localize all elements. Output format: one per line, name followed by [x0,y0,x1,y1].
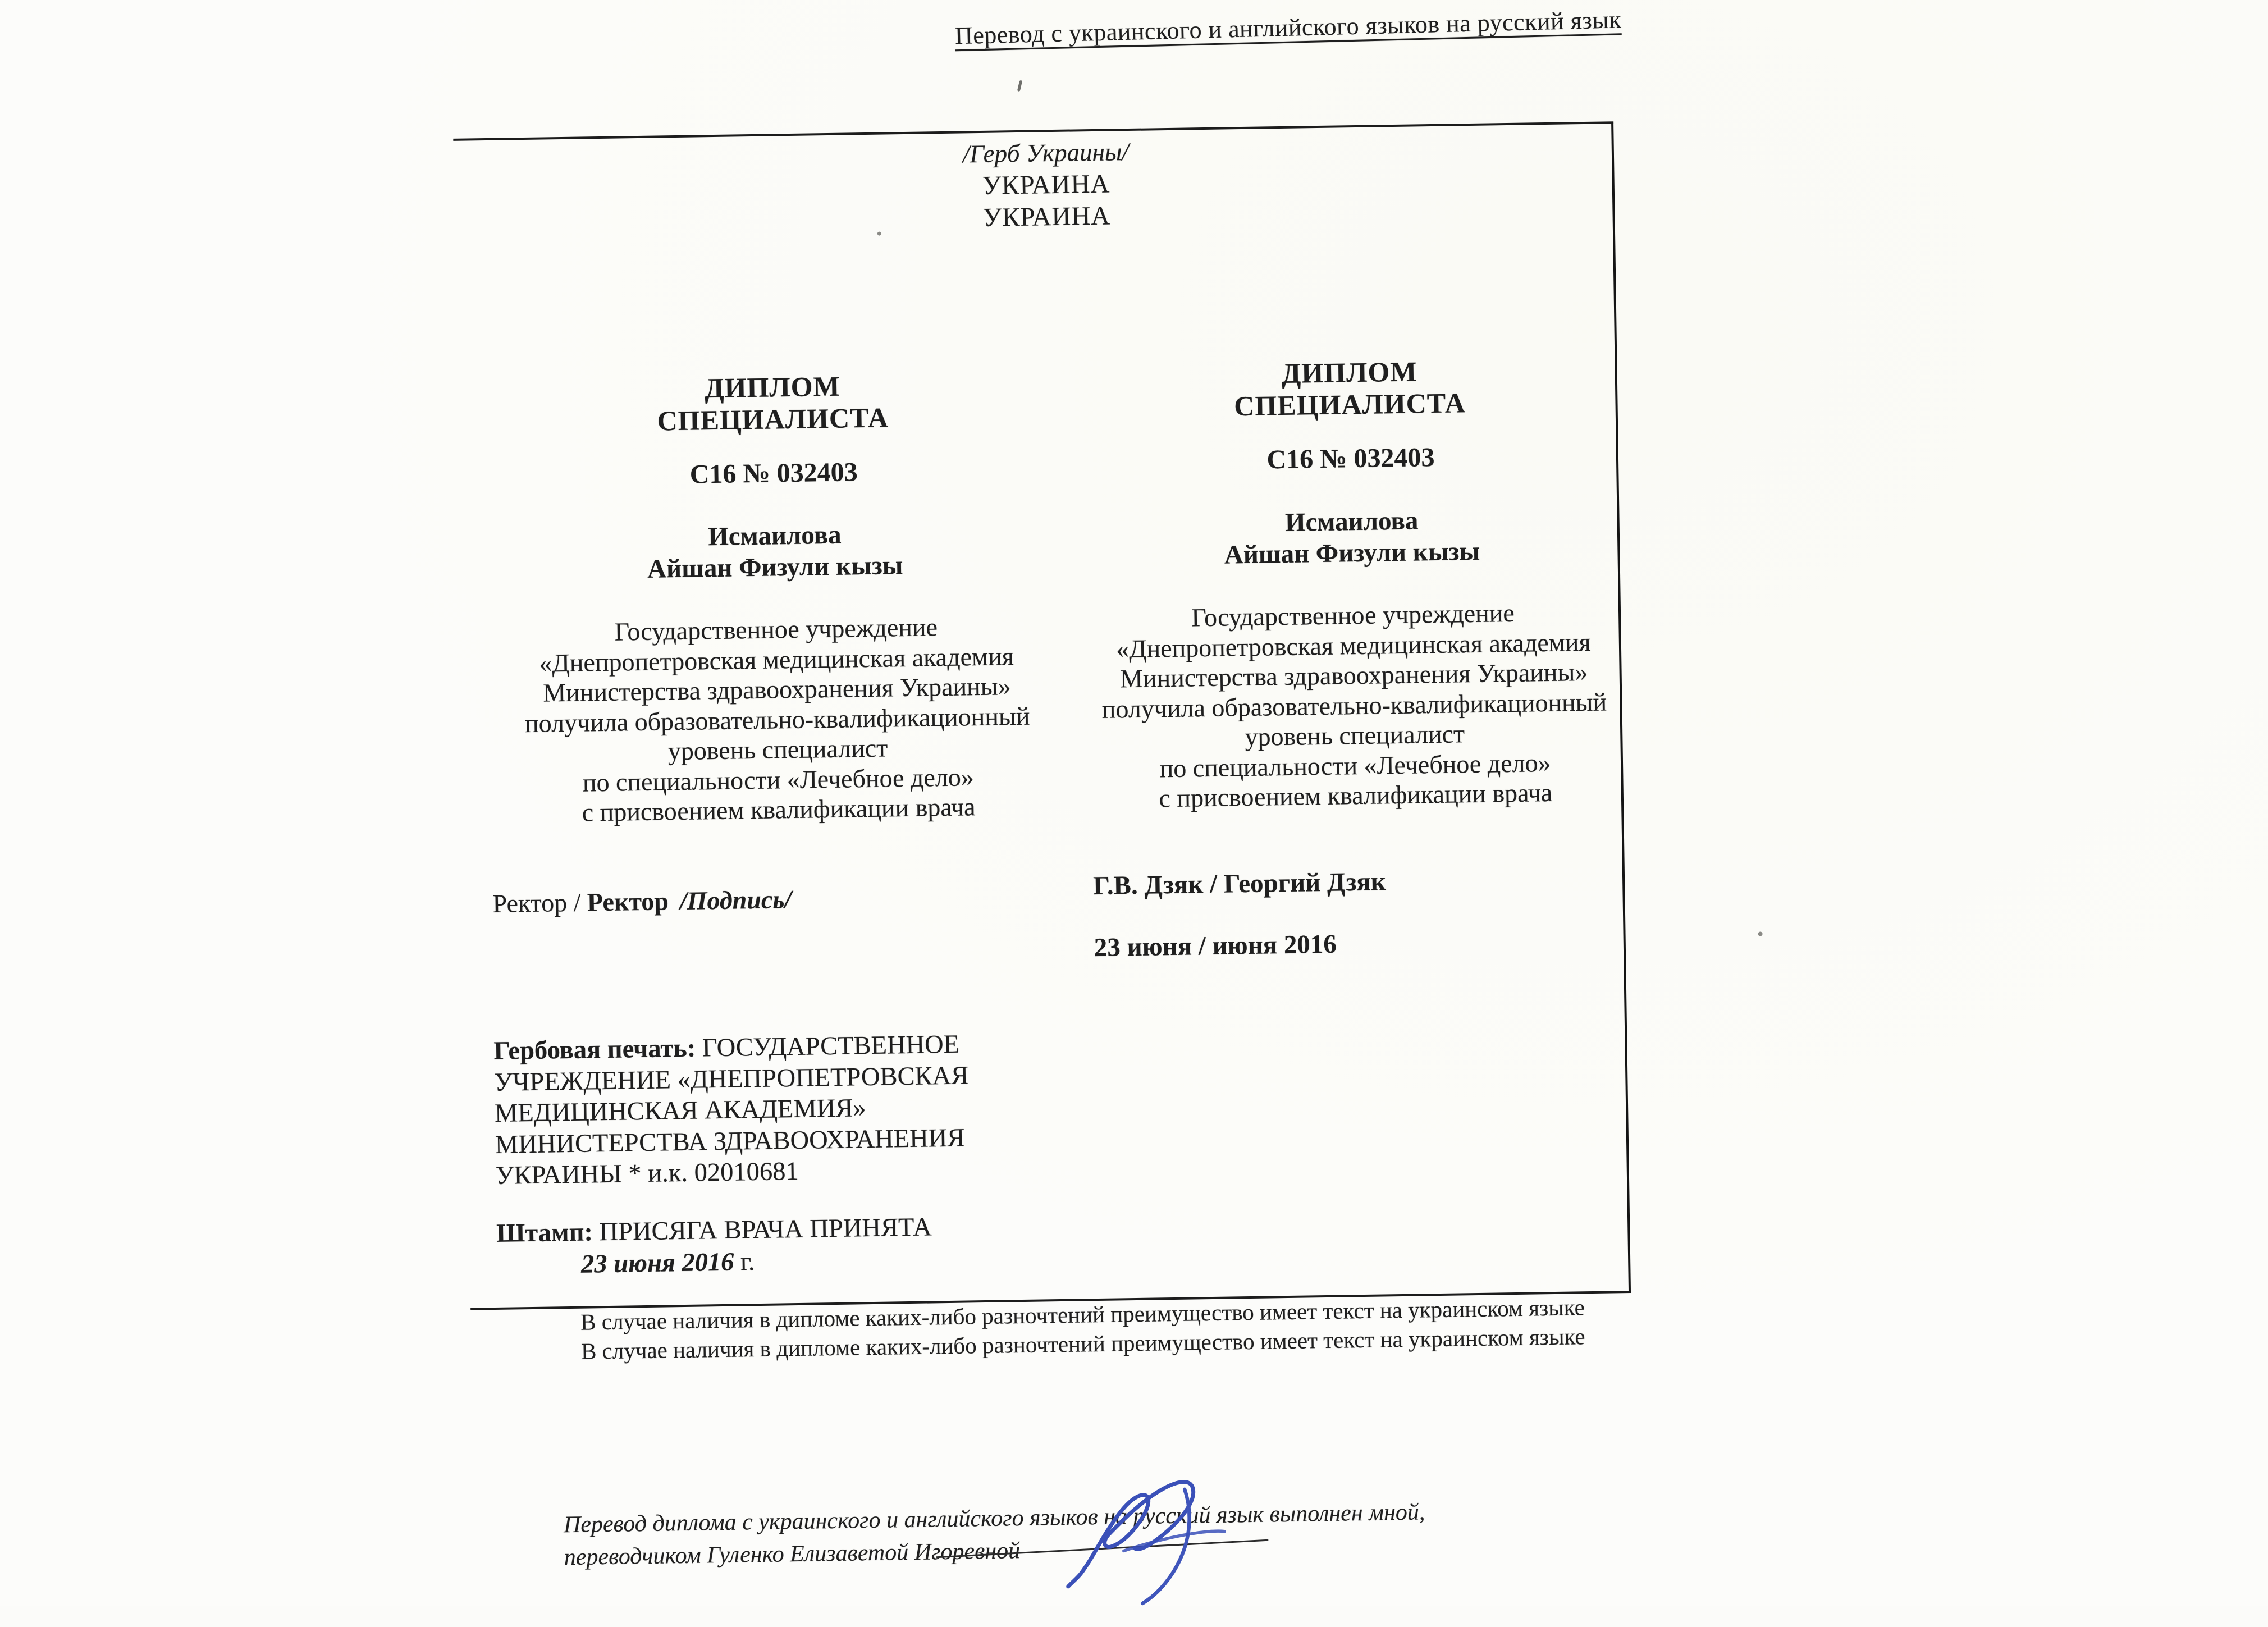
diploma-body-left [463,610,1091,829]
body-line: получила образовательно-квалификационный [524,701,1030,738]
holder-surname: Исмаилова [707,520,842,552]
holder-name-right [1039,501,1665,574]
seal-transcription [493,1027,1091,1191]
body-line: Государственное учреждение [1191,598,1515,632]
diploma-title-line2: СПЕЦИАЛИСТА [1233,387,1466,422]
body-line: по специальности «Лечебное дело» [582,762,975,797]
body-line: Министерства здравоохранения Украины» [1119,657,1588,693]
body-line: получила образовательно-квалификационный [1101,687,1607,724]
signer-name-line: Г.В. Дзяк / Георгий Дзяк [1092,867,1387,901]
body-line: по специальности «Лечебное дело» [1159,748,1551,783]
diploma-body-right [1040,596,1668,815]
rector-signature-line [492,884,792,918]
body-line: «Днепропетровская медицинская академия [1115,627,1591,663]
scan-speck [1017,80,1022,92]
scan-speck [1758,931,1763,936]
emblem-block [708,132,1383,238]
country-name-ru: УКРАИНА [982,201,1111,232]
translator-note [564,1496,1426,1574]
issue-date-line: 23 июня / июня 2016 [1094,929,1337,963]
body-line: с присвоением квалификации врача [582,792,976,827]
diploma-title-line2: СПЕЦИАЛИСТА [657,401,889,437]
holder-given-names: Айшан Физули кызы [1224,536,1480,570]
holder-surname: Исмаилова [1284,506,1419,537]
body-line: уровень специалист [1245,719,1465,752]
translator-signature-ink [1055,1465,1246,1611]
seal-line: МЕДИЦИНСКАЯ АКАДЕМИЯ» [494,1094,866,1128]
diploma-number-left: С16 № 032403 [689,457,858,490]
seal-text: ГОСУДАРСТВЕННОЕ [702,1030,960,1063]
country-name-uk: УКРАИНА [982,169,1110,200]
translator-note-line2: переводчиком Гуленко Елизаветой Игоревной [564,1538,1021,1571]
holder-name-left [462,515,1089,588]
diploma-title-line1: ДИПЛОМ [704,370,841,404]
stamp-date: 23 июня 2016 [580,1247,734,1279]
stamp-transcription [496,1209,1092,1282]
translation-header [920,4,1656,51]
diploma-title-left [460,367,1086,440]
body-line: с присвоением квалификации врача [1159,778,1553,813]
seal-line: МИНИСТЕРСТВА ЗДРАВООХРАНЕНИЯ [495,1123,965,1159]
diploma-title-right [1036,352,1663,426]
stamp-date-suffix: г. [740,1247,755,1277]
diploma-title-line1: ДИПЛОМ [1281,355,1418,390]
seal-line: УЧРЕЖДЕНИЕ «ДНЕПРОПЕТРОВСКАЯ [493,1061,969,1097]
body-line: «Днепропетровская медицинская академия [539,641,1014,678]
body-line: уровень специалист [667,733,888,766]
body-line: Министерства здравоохранения Украины» [542,671,1011,707]
holder-given-names: Айшан Физули кызы [647,551,903,584]
scan-speck [877,232,881,236]
emblem-note: /Герб Украины/ [962,138,1130,168]
translator-note-line1: Перевод диплома с украинского и английского языков на русский язык выполнен мной, [563,1499,1425,1538]
signature-placeholder-note: /Подпись/ [679,885,792,916]
disclaimer-line: В случае наличия в дипломе каких-либо разночтений преимущество имеет текст на украинском языке [580,1323,1585,1364]
diploma-number-right: С16 № 032403 [1266,442,1435,475]
stamp-text: ПРИСЯГА ВРАЧА ПРИНЯТА [599,1213,932,1247]
rector-label-bold: Ректор [587,886,669,917]
stamp-label: Штамп: [496,1218,593,1248]
seal-label: Гербовая печать: [493,1034,696,1066]
disclaimer-line: В случае наличия в дипломе каких-либо разночтений преимущество имеет текст на украинском языке [580,1294,1585,1335]
body-line: Государственное учреждение [614,613,938,646]
seal-line: УКРАИНЫ * и.к. 02010681 [495,1157,799,1190]
translation-header-text: Перевод с украинского и английского языков на русский язык [954,6,1622,50]
rector-label: Ректор / [492,888,588,918]
